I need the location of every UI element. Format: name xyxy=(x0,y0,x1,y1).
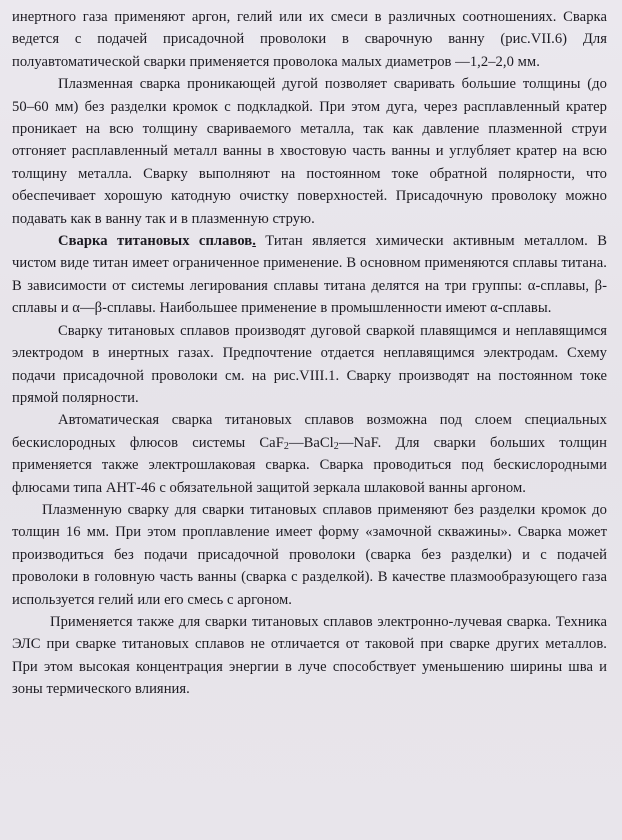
paragraph-1: инертного газа применяют аргон, гелий или их смеси в различных соотношениях. Сварка ведется с подачей присадочной проволоки в сварочную ванну (рис.VII.6) Для полуавтоматической сварки применяется проволока малых диаметров —1,2–2,0 мм. xyxy=(12,9,607,70)
paragraph-6: Плазменную сварку для сварки титановых сплавов применяют без разделки кромок до толщин 16 мм. При этом проплавление имеет форму «замочной скважины». Сварка может производиться без подачи присадочной проволоки (сварка без разделки) и с подачей проволоки в головную часть ванны (сварка с разделкой). В качестве плазмообразующего газа используется гелий или его смесь с аргоном. xyxy=(12,501,607,608)
paragraph-5 xyxy=(12,409,607,499)
page-text xyxy=(12,6,607,701)
paragraph-3-body: Титан является химически активным металлом. В чистом виде титан имеет ограниченное применение. В основном применяются сплавы титана. В зависимости от системы легирования сплавы титана делятся на три группы: α-сплавы, β-сплавы и α—β-сплавы. Наибольшее применение в промышленности имеют α-сплавы. xyxy=(12,233,607,317)
paragraph-4: Сварку титановых сплавов производят дуговой сваркой плавящимся и неплавящимся электродом в инертных газах. Предпочтение отдается неплавящимся электродам. Схему подачи присадочной проволоки см. на рис.VIII.1. Сварку производят на постоянном токе прямой полярности. xyxy=(12,322,607,406)
section-heading: Сварка титановых сплавов xyxy=(58,233,253,250)
paragraph-5-part-c: —NaF. Для сварки больших толщин применяется также электрошлаковая сварка. Сварка проводиться под бескислородными флюсами типа АНТ-46 с обязательной защитой зеркала шлаковой ванны аргоном. xyxy=(12,434,607,496)
paragraph-5-part-b: —BaCl xyxy=(288,434,334,451)
paragraph-3 xyxy=(12,230,607,320)
paragraph-5-part-a: Автоматическая сварка титановых сплавов возможна под слоем специальных бескислородных флюсов системы CaF xyxy=(12,412,607,451)
subscript-2-b: 2 xyxy=(333,440,339,452)
section-heading-period: . xyxy=(252,233,256,250)
paragraph-7: Применяется также для сварки титановых сплавов электронно-лучевая сварка. Техника ЭЛС при сварке титановых сплавов не отличается от таковой при сварке других металлов. При этом высокая концентрация энергии в луче способствует уменьшению ширины шва и зоны термического влияния. xyxy=(12,613,607,698)
subscript-2-a: 2 xyxy=(283,440,289,452)
paragraph-2: Плазменная сварка проникающей дугой позволяет сваривать большие толщины (до 50–60 мм) без разделки кромок с подкладкой. При этом дуга, через расплавленный кратер проникает на всю толщину свариваемого металла, так как давление плазменной струи отгоняет расплавленный металл ванны в хвостовую часть ванны и углубляет кратер на всю толщину металла. Сварку выполняют на постоянном токе обратной полярности, что обеспечивает хорошую катодную очистку поверхностей. Присадочную проволоку можно подавать как в ванну так и в плазменную струю. xyxy=(12,76,607,227)
